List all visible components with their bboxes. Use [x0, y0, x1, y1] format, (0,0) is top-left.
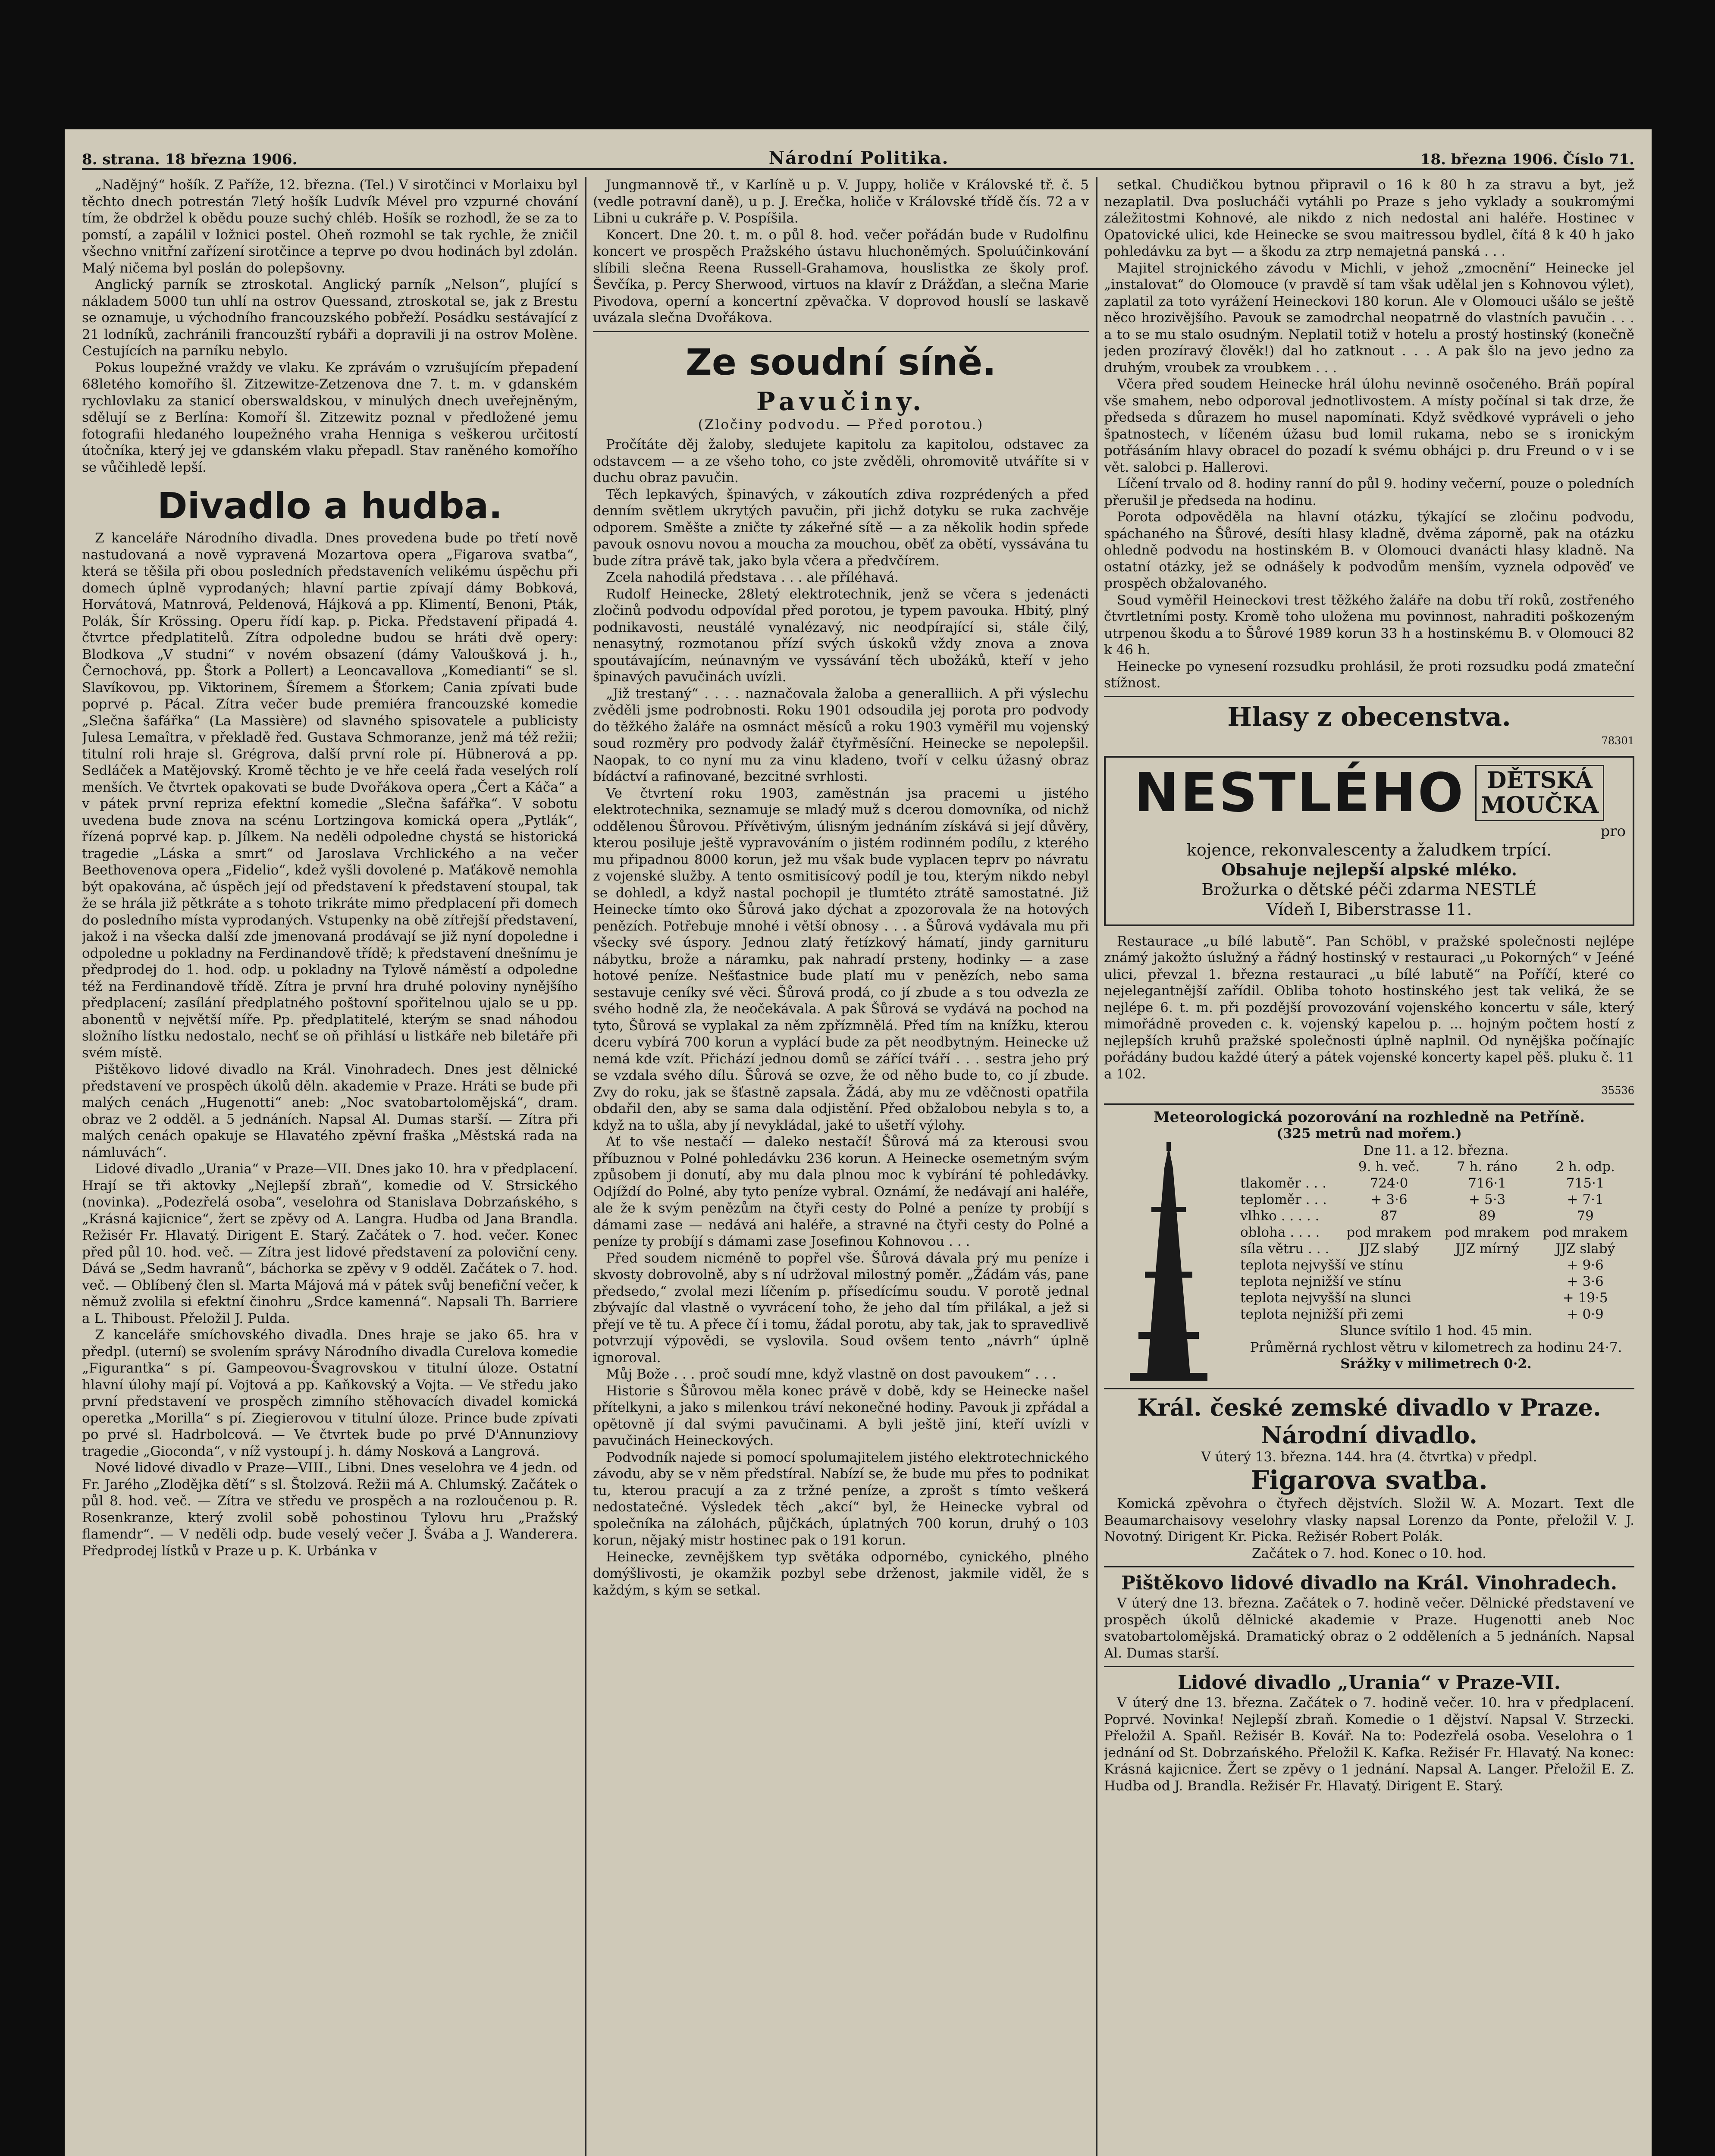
header-right: 18. března 1906. Číslo 71.	[1420, 151, 1634, 168]
column-3	[1104, 177, 1634, 2156]
meteo-note: Srážky v milimetrech 0·2.	[1340, 1356, 1532, 1372]
news-item: Anglický parník se ztroskotal. Anglický parník „Nelson“, plující s nákladem 5000 tun uhlí na ostrov Quessand, ztroskotal se, jak z Brestu se oznamuje, u východního francouzského pobřeží. Posádku sestávající z 21 lodníků, zachránili francouzští rybáři a dopravili ji na ostrov Molène. Cestujících na parníku nebylo.	[82, 277, 578, 359]
article-paragraph: Zcela nahodilá představa . . . ale příléhavá.	[606, 570, 899, 585]
article-paragraph: Podvodník najede si pomocí spolumajitelem jistého elektrotechnického závodu, aby se v něm předstíral. Nabízí se, že bude mu přes to podnikat tu, kterou pracují a za z tržné peníze, a zprošt s tímto veškerá nedostatečné. Výsledek těch „akcí“ byl, že Heinecke vybral od společníka na zálohách, půjčkách, úplatných 700 korun, druhý o 103 korun, nějaký mistr hostinec pak o 191 korun.	[593, 1449, 1089, 1548]
play-title: Figarova svatba.	[1251, 1465, 1488, 1495]
article-paragraph: Majitel strojnického závodu v Michli, v jehož „zmocnění“ Heinecke jel „instalovat“ do Olomouce (v pravdě sí tam však udělal jen s Kohnovou výlet), zaplatil za toto vyrážení Heineckovi 180 korun. Ale v Olomouci ušálo se ještě něco hrozivějšího. Pavouk se zamodrchal neopatrně do vlastních pavučin . . . a to se mu stalo osudným. Neplatil totiž v hotelu a prostý hostinský (konečně jeden prozíravý člověk!) dal ho zatknout . . . A pak šlo na jevo jedno za druhým, vroubek za vroubkem . . .	[1104, 260, 1634, 376]
table-row	[1238, 1224, 1634, 1241]
row-label: obloha . . . .	[1240, 1225, 1320, 1240]
row-label: vlhko . . . . .	[1240, 1208, 1320, 1224]
theatre-desc: Komická zpěvohra o čtyřech dějstvích. Složil W. A. Mozart. Text dle Beaumarchaisovy veselohry vlasky napsal Lorenzo da Ponte, přeložil V. J. Novotný. Dirigent Kr. Picka. Režisér Robert Polák.	[1104, 1496, 1634, 1545]
section-heading: Ze soudní síně.	[685, 341, 997, 383]
ad-pro: pro	[1600, 823, 1626, 840]
cell: + 7·1	[1567, 1192, 1604, 1207]
article-paragraph: Ve čtvrtení roku 1903, zaměstnán jsa pracemi u jistého elektrotechnika, seznamuje se mladý muž s dcerou domovníka, od nichž oddělenou Šůrovou. Přívětivým, úlisným jednáním získává si její důvěry, kterou posiluje ještě vypravováním o jistém rodinném podílu, z kterého mu připadnou 8000 korun, jež mu však bude vyplacen teprv po návratu z vojenské služby. A tento osmitisícový podíl je tou, kterým nikdo nebyl se dohledl, a když nastal pochopil je tlumtéto ztrátě samostatné. Již Heinecke tímto oko Šůrová jako dýchat a zpozorovala že na hotových penězích. Potřebuje mnohé i větší obnosy . . . a Šůrová vydávala mu při všecky své úspory. Jednou zlatý řetízkový hámatí, jindy garnituru nábytku, brože a náramku, pak nahradí prsteny, hodinky — a zase hotové peníze. Nešťastnice bude platí mu v penězích, nebo sama sestavuje ceníky své věci. Šůrová prodá, co jí zbude a s tou odvezla ze svého hodně zla, že neočekávala. A pak Šůrová se vydává na pochod na tyto, Šůrová se vyplakal za něm zpřízmnělá. Před tím na knížku, kterou dceru vybírá 700 korun a vyplácí bude za pět neodbytným. Heinecke už nemá kde vzít. Přichází jednou domů se zářící tváří . . . sestra jeho prý se vzdala svého dílu. Šůrová se ozve, že od něho bude to, co jí zbude. Zvy do roku, jak se šťastně zapsala. Žádá, aby mu ze vděčnosti opatřila obdařil den, aby se sama dala odjistění. Před obžalobou nebyla s to, a když na to ušla, aby jí nevykládal, jaké to ušetří výlohy.	[593, 785, 1089, 1133]
theatre-desc: V úterý dne 13. března. Začátek o 7. hodině večer. 10. hra v předplacení. Poprvé. Novinka! Nejlepší zbraň. Komedie o 1 dějství. Napsal V. Strzecki. Přeložil A. Spaňl. Režisér B. Kovář. Na to: Podezřelá osoba. Veselohra o 1 jednání od St. Dobrzańského. Přeložil K. Kafka. Režisér Fr. Hlavatý. Na konec: Krásná kajicnice. Žert se zpěvy o 1 jednání. Napsal A. Langer. Přeložil E. Z. Hudba od J. Brandla. Režisér Fr. Hlavatý. Dirigent E. Starý.	[1104, 1695, 1634, 1794]
meteo-note: Slunce svítilo 1 hod. 45 min.	[1339, 1323, 1533, 1338]
article-paragraph: Pročítáte děj žaloby, sledujete kapitolu za kapitolou, odstavec za odstavcem — a ze všeho toho, co jste zvěděli, ohromovitě utváříte si v duchu obraz pavučin.	[593, 437, 1089, 486]
cell: 89	[1478, 1208, 1496, 1224]
row-label: teploměr . . .	[1240, 1192, 1327, 1207]
divider	[593, 331, 1089, 332]
article-paragraph: Včera před soudem Heinecke hrál úlohu nevinně osočeného. Bráň popíral vše smahem, nebo odporoval jednotlivostem. A místy počínal si tak drze, že předseda s důrazem ho musel napomínati. Když svědkové vypráveli o jeho špatnostech, v líčeném úžasu bud lomil rukama, nebo se s ironickým potřásáním hlavy obracel do pozadí k svému obhájci p. dru Freund o v i se vět. salobci p. Hallerovi.	[1104, 376, 1634, 475]
row-label: teplota nejnižší při zemi	[1240, 1307, 1404, 1322]
cell: + 9·6	[1567, 1257, 1604, 1273]
theatre-item: Nové lidové divadlo v Praze—VIII., Libni. Dnes veselohra ve 4 jedn. od Fr. Jarého „Zlodějka dětí“ s sl. Štolzová. Režii má A. Chlumský. Začátek o půl 8. hod. več. — Zítra ve středu ve prospěch a na rozloučenou p. R. Rosenkranze, který zvolil sobě pohostinou Tylovu hru „Pražský flamendr“. — V neděli odp. bude veselý večer J. Švába a J. Wanderera. Předprodej lístků v Praze u p. K. Urbánka v	[82, 1460, 578, 1559]
cell: pod mrakem	[1543, 1225, 1628, 1240]
ad-line: Obsahuje nejlepší alpské mléko.	[1221, 859, 1517, 879]
divider	[1104, 1666, 1634, 1667]
article-paragraph: setkal. Chudičkou bytnou připravil o 16 k 80 h za stravu a byt, jež nezaplatil. Dva poslucháči vytáhli po Praze s jeho vyklady a soukromými záležitostmi Kohnové, ale nikdo z nich nedostal ani haléře. Hostinec v Opatovické ulici, kde Heinecke se svou maitressou bydlel, čítá 8 k 40 h jako pohledávku za byt — a škodu za ztrp nemajetná panská . . .	[1104, 177, 1634, 259]
divider	[1104, 1103, 1634, 1105]
cell: 724·0	[1370, 1175, 1408, 1191]
meteo-subtitle: (325 metrů nad mořem.)	[1276, 1126, 1462, 1141]
row-label: síla větru . . .	[1240, 1241, 1329, 1257]
divider	[1104, 1388, 1634, 1389]
divider	[1104, 1566, 1634, 1567]
row-label: teplota nejvyšší na slunci	[1240, 1290, 1411, 1306]
article-paragraph: Rudolf Heinecke, 28letý elektrotechnik, jenž se včera s jedenácti zločinů podvodu odpovídal před porotou, je typem pavouka. Hbitý, plný podnikavosti, neustálé vynalézavý, nic neodpírající si, stále čilý, nenasytný, rozmotanou přízí svých úskoků vždy znova a znova spoutávajícím, neúnavným ve vyssávání těch ubožáků, kteří v jeho špinavých pavučinách uvízli.	[593, 586, 1089, 685]
column-header: 7 h. ráno	[1456, 1159, 1518, 1175]
cell: JJZ mírný	[1455, 1241, 1519, 1257]
row-label: teplota nejvyšší ve stínu	[1240, 1257, 1404, 1273]
product-line: MOUČKA	[1481, 792, 1599, 818]
product-box	[1475, 765, 1604, 821]
product-line: DĚTSKÁ	[1487, 767, 1593, 793]
cell: JJZ slabý	[1555, 1241, 1615, 1257]
cell: + 3·6	[1370, 1192, 1408, 1207]
table-row	[1238, 1208, 1634, 1224]
article-paragraph: Před soudem nicméně to popřel vše. Šůrová dávala prý mu peníze i skvosty dobrovolně, aby s ní udržoval milostný poměr. „Žádám vás, pane předsedo,“ zvolal mezi líčením p. přísedícímu soudu. V porotě jednal zbývajíc dal vlastně o vyvrácení toho, že jeho dal tím přilákal, a jež si přejí ve tě tu. A přece čí i tomu, žádal porotu, aby tak, jak to spravedlivě potvrzují výpovědi, se vyslovila. Soud ovšem tento „návrh“ úplně ignoroval.	[593, 1250, 1089, 1366]
cell: 715·1	[1566, 1175, 1605, 1191]
theatre-subtitle: Národní divadlo.	[1261, 1421, 1477, 1449]
row-label: teplota nejnižší ve stínu	[1240, 1274, 1401, 1289]
cell: 716·1	[1468, 1175, 1506, 1191]
theatre-times: Začátek o 7. hod. Konec o 10. hod.	[1252, 1545, 1486, 1561]
advert-restaurant: Restaurace „u bílé labutě“. Pan Schöbl, v pražské společnosti nejlépe známý jakožto úslužný a řádný hostinský v restauraci „u Pokorných“ v Jeéné ulici, převzal 1. března restauraci „u bílé labutě“ na Poříčí, které co nejelegantnější zařídil. Obliba tohoto hostinského jest tak veliká, že se nejlépe 6. t. m. při pozdější provozování vojenského koncertu v sále, který mimořádně proveden c. k. vojenský kapelou p. ... hojným počtem hostí z nejlepších kruhů pražské společnosti úplně naplnil. Od nynějška počínajíc pořádány budou každé úterý a pátek vojenské koncerty kapel pěš. pluku č. 11 a 102.	[1104, 933, 1634, 1082]
header-left: 8. strana. 18 března 1906.	[82, 151, 298, 168]
meteo-note: Průměrná rychlost větru v kilometrech za hodinu 24·7.	[1250, 1339, 1622, 1355]
running-header	[82, 142, 1634, 170]
theatre-item: Pištěkovo lidové divadlo na Král. Vinohradech. Dnes jest dělnické představení ve prospěch úkolů děln. akademie v Praze. Hráti se bude při malých cenách „Hugenotti“ aneb: „Noc svatobartolomějská“, dram. obraz ve 2 odděl. a 5 jednáních. Napsal Al. Dumas starší. — Zítra při malých cenách opakuje se Hlavatého zpěvní fraška „Městská rada na námluvách“.	[82, 1062, 578, 1160]
section-heading: Divadlo a hudba.	[157, 485, 503, 527]
ad-line: Brožurka o dětské péči zdarma NESTLÉ	[1201, 880, 1537, 899]
news-item: „Nadějný“ hošík. Z Paříže, 12. března. (Tel.) V sirotčinci v Morlaixu byl těchto dnech potrestán 7letý hošík Ludvík Mével pro vzpurné chování tím, že obdržel k obědu pouze suchý chléb. Hošík se rozhodl, že se za to pomstí, a zapálil v ložnici postel. Oheň rozmohl se tak rychle, že zničil všechno vnitřní zařízení sirotčince a teprve po dvou hodinách byl zdolán. Malý ničema byl poslán do polepšovny.	[82, 177, 578, 276]
ads-heading: Hlasy z obecenstva.	[1227, 702, 1511, 732]
table-row	[1238, 1175, 1634, 1191]
meteo-table-wrap	[1238, 1142, 1634, 1384]
article-paragraph: Těch lepkavých, špinavých, v zákoutích zdiva rozprédených a před denním světlem ukrytých pavučin, při jichž dotyku se ruka zachvěje odporem. Směšte a zničte ty zákeřné sítě — a za několik hodin spřede pavouk osnovu novou a moucha za mouchou, oběť za obětí, vyssávána tu bude zítra právě tak, jako byla včera a předvčírem.	[593, 486, 1089, 569]
theatre-item: Z kanceláře Národního divadla. Dnes provedena bude po třetí nově nastudovaná a nově vypravená Mozartova opera „Figarova svatba“, která se těšila při obou posledních představeních velikému úspěchu při domech úplně vyprodaných; hlavní partie zpívají dámy Bobková, Horvátová, Matnrová, Peldenová, Hájková a pp. Klimentí, Benoni, Pták, Polák, Šír Krössing. Operu řídí kap. p. Picka. Představení připadá 4. čtvrtce předplatitelů. Zítra odpoledne budou se hráti dvě opery: Blodkova „V studni“ v novém obsazení (dámy Valoušková j. h., Černochová, pp. Štork a Pollert) a Leoncavallova „Komedianti“ se sl. Slavíkovou, pp. Viktorinem, Šíremem a Šťorkem; Cania zpívati bude poprvé p. Pácal. Zítra večer bude premiéra francouzské komedie „Slečna šafářka“ (La Massière) od slavného spisovatele a publicisty Julesa Lemaîtra, v překladě řed. Gustava Schmoranze, jenž má též režii; titulní roli hraje sl. Grégrova, další první role pí. Hübnerová a pp. Sedláček a Matějovský. Kromě těchto je ve hře ceelá řada veselých rolí menších. Ve čtvrtek opakovati se bude Dvořákova opera „Čert a Káča“ a v pátek první repriza efektní komedie „Slečna šafářka“. V sobotu uvedena bude znova na scénu Lortzingova komická opera „Pytlák“, řízená poprvé kap. p. Jílkem. Na neděli odpoledne chystá se historická tragedie „Láska a smrt“ od Jaroslava Vrchlického a na večer Beethovenova opera „Fidelio“, kdež vyšli dovolené p. Maťákově nemohla být opakována, ač úspěch její od představení k představení stoupal, tak že se hrála již pětkráte a s tohoto trikráte mimo předplacení při domech do posledního místa vyprodaných. Vstupenky na obě zítřejší představení, jakož i na všecka další zde jmenovaná prodávají se již nyní dopoledne i odpoledne u pokladny na Ferdinandově třídě; k představení dnešnímu je předprodej do 1. hod. odp. u pokladny na Tylově náměstí a odpoledne též na Ferdinandově třídě. Zítra je první hra druhé poloviny nynějšího předplacení; zasílání předplatného poštovní spořitelnou ujalo se u pp. abonentů v největší míře. Pp. předplatitelé, kterým se snad náhodou složního lístku nedostalo, nechť se oň přihlásí u listkáře neb biletáře při svém místě.	[82, 530, 578, 1061]
column-rule	[1096, 177, 1097, 2156]
article-paragraph: Heinecke po vynesení rozsudku prohlásil, že proti rozsudku podá zmateční stížnost.	[1104, 658, 1634, 691]
petrin-tower-illustration	[1104, 1142, 1233, 1384]
tower-icon	[1104, 1142, 1233, 1384]
theatre-title: Pištěkovo lidové divadlo na Král. Vinohradech.	[1121, 1572, 1618, 1594]
cell: 79	[1577, 1208, 1594, 1224]
meteo-title: Meteorologická pozorování na rozhledně na Petříně.	[1154, 1108, 1585, 1126]
divider	[1104, 696, 1634, 697]
news-item: Pokus loupežné vraždy ve vlaku. Ke zprávám o vzrušujícím přepadení 68letého komořího šl. Zitzewitze-Zetzenova dne 7. t. m. v gdanském rychlovlaku za stanicí oberswaldskou, v minulých dnech uveřejněným, sdělují se z Berlína: Komoří šl. Zitzewitz poznal v předložené jemu fotografii hledaného loupežného vraha Henniga s veškerou určitostí útočníka, který jej ve gdanském vlaku přepadl. Stav raněného komořího se vůčihledě lepší.	[82, 360, 578, 475]
column-header: 9. h. več.	[1358, 1159, 1420, 1175]
article-paragraph: Soud vyměřil Heineckovi trest těžkého žaláře na dobu tří roků, zostřeného čtvrtletními posty. Kromě toho uložena mu povinnost, nahraditi poškozeným utrpenou škodu a to Šůrové 1989 korun 33 h a hostinskému B. v Olomouci 82 k 46 h.	[1104, 592, 1634, 658]
cell: + 0·9	[1567, 1307, 1604, 1322]
column-1	[82, 177, 578, 2156]
cell: pod mrakem	[1346, 1225, 1432, 1240]
cell: JJZ slabý	[1359, 1241, 1419, 1257]
article-paragraph: „Již trestaný“ . . . . naznačovala žaloba a generalliich. A při výslechu zvěděli jsme podrobnosti. Roku 1901 odsoudila jej porota pro podvody do těžkého žaláře na osmnáct měsíců a roku 1903 vyměřil mu vojenský soud rozměry pro podvody žalář čtyřměsíční. Heinecke se nepolepšil. Naopak, to co nyní mu za vinu kladeno, tvoří v celku úžasný obraz bídáctví a rafinované, bezcitné svrhlosti.	[593, 686, 1089, 784]
cell: 87	[1380, 1208, 1398, 1224]
theatre-title: Lidové divadlo „Urania“ v Praze-VII.	[1178, 1672, 1561, 1694]
ad-code: 78301	[1601, 734, 1634, 747]
column-rule	[585, 177, 586, 2156]
news-item: Jungmannově tř., v Karlíně u p. V. Juppy, holiče v Královské tř. č. 5 (vedle potravní daně), u p. J. Erečka, holiče v Královské třídě čís. 72 a v Libni u cukráře p. V. Pospíšila.	[593, 177, 1089, 226]
article-paragraph: Ať to vše nestačí — daleko nestačí! Šůrová má za kterousi svou příbuznou v Polné pohledávku 236 korun. A Heinecke osemetným svým způsobem ji donutí, aby mu dala plnou moc k vybírání té pohledávky. Odjíždí do Polné, aby tyto peníze vybral. Oznámí, že nedávají ani haléře, ale že k svým penězům na čtyři cesty do Polné a peníze ty probíjí s dámami zase — nedává ani haléře, a stravné na čtyři cesty do Polné a peníze ty probíjí s dámami zase Josefinou Kohnovou . . .	[593, 1134, 1089, 1249]
meteo-table	[1238, 1159, 1634, 1322]
cell: + 3·6	[1567, 1274, 1604, 1289]
masthead: Národní Politika.	[768, 148, 949, 168]
article-paragraph: Porota odpověděla na hlavní otázku, týkající se zločinu podvodu, spáchaného na Šůrové, desíti hlasy kladně, dvěma záporně, pak na otázku ohledně podvodu na hostinském B. v Olomouci dvanácti hlasy kladně. Na ostatní otázky, jež se odnášely k podvodům menším, vyznela odpověď ve prospěch obžalovaného.	[1104, 509, 1634, 591]
table-row	[1238, 1306, 1634, 1322]
theatre-desc: V úterý dne 13. března. Začátek o 7. hodině večer. Dělnické představení ve prospěch úkolů dělnické akademie v Praze. Hugenotti aneb Noc svatobartolomějská. Dramatický obraz o 2 odděleních a 5 jednáních. Napsal Al. Dumas starší.	[1104, 1595, 1634, 1661]
theatre-date: V úterý 13. března. 144. hra (4. čtvrtka) v předpl.	[1201, 1449, 1537, 1465]
ad-line: Vídeň I, Biberstrasse 11.	[1266, 899, 1472, 919]
theatre-item: Z kanceláře smíchovského divadla. Dnes hraje se jako 65. hra v předpl. (uterní) se svolením správy Národního divadla Curelova komedie „Figurantka“ s pí. Gampeovou-Švagrovskou v titulní úloze. Ostatní hlavní úlohy mají pí. Vojtová a pp. Kaňkovský a Vojta. — Ve středu jako první představení ve prospěch zimního stěhovacích divadel komická operetka „Morilla“ s pí. Ziegierovou v titulní úloze. Prince bude zpívati po prvé sl. Hadrbolcová. — Ve čtvrtek bude po prvé D'Annunziovy tragedie „Gioconda“, v níž vystoupí j. h. dámy Nosková a Langrová.	[82, 1327, 578, 1459]
column-2	[593, 177, 1089, 2156]
article-paragraph: Heinecke, zevnějškem typ světáka odpornébo, cynického, plného domýšlivosti, je okamžik pozbyl sebe drženost, jakmile viděl, že s každým, s kým se setkal.	[593, 1549, 1089, 1598]
ad-code: 35536	[1601, 1084, 1634, 1097]
cell: pod mrakem	[1444, 1225, 1530, 1240]
news-item: Koncert. Dne 20. t. m. o půl 8. hod. večer pořádán bude v Rudolfinu koncert ve prospěch Pražského ústavu hluchoněmých. Spoluúčinkování slíbili slečna Reena Russell-Grahamova, houslistka ze školy prof. Ševčíka, p. Percy Sherwood, virtuos na klavír z Drážďan, a slečna Marie Pivodova, operní a koncertní zpěvačka. V doprovod houslí se laskavě uvázala slečna Dvořákova.	[593, 227, 1089, 326]
ad-line: kojence, rekonvalescenty a žaludkem trpící.	[1186, 840, 1552, 859]
cell: + 5·3	[1469, 1192, 1506, 1207]
article-paragraph: Líčení trvalo od 8. hodiny ranní do půl 9. hodiny večerní, pouze o poledních přerušil je předseda na hodinu.	[1104, 476, 1634, 508]
nestle-brand: NESTLÉHO	[1134, 762, 1465, 824]
theatre-item: Lidové divadlo „Urania“ v Praze—VII. Dnes jako 10. hra v předplacení. Hrají se tři aktovky „Nejlepší zbraň“, komedie od V. Strsického (novinka). „Podezřelá osoba“, veselohra od Stanislava Dobrzańského, s „Krásná kajicnice“, žert se zpěvy od A. Langra. Hudba od Jana Brandla. Režisér Fr. Hlavatý. Dirigent E. Starý. Začátek o 7. hod. večer. Konec před půl 10. hod. več. — Zítra jest lidové představení za poloviční ceny. Dává se „Sedm havranů“, báchorka se zpěvy v 9 odděl. Začátek o 7. hod. več. — Oblíbený člen sl. Marta Májová má v pátek svůj benefiční večer, k němuž zvolila si efektní činohru „Srdce kamenná“. Napsali Th. Barriere a L. Thiboust. Přeložil J. Pulda.	[82, 1161, 578, 1326]
column-header: 2 h. odp.	[1555, 1159, 1615, 1175]
table-header-row	[1238, 1159, 1634, 1175]
newspaper-page	[65, 129, 1652, 2156]
article-paragraph: Historie s Šůrovou měla konec právě v době, kdy se Heinecke našel přítelkyni, a jako s milenkou tráví nekonečné hodiny. Pavouk ji zpřádal a opětovně jí dal svými pavučinami. A byli ještě jiní, kteří uvízli v pavučinách Heineckových.	[593, 1383, 1089, 1448]
nestle-advert	[1104, 756, 1634, 926]
article-paragraph: Můj Bože . . . proč soudí mne, když vlastně on dost pavoukem“ . . .	[606, 1366, 1057, 1382]
table-row	[1238, 1191, 1634, 1208]
article-subline: (Zločiny podvodu. — Před porotou.)	[698, 417, 984, 432]
table-row	[1238, 1241, 1634, 1257]
row-label: tlakoměr . . .	[1240, 1175, 1326, 1191]
meteo-date: Dne 11. a 12. března.	[1363, 1142, 1509, 1158]
cell: + 19·5	[1562, 1290, 1608, 1306]
table-row	[1238, 1257, 1634, 1273]
theatre-title: Král. české zemské divadlo v Praze.	[1137, 1393, 1601, 1421]
table-row	[1238, 1290, 1634, 1306]
table-row	[1238, 1273, 1634, 1290]
article-title: Pavučiny.	[756, 386, 926, 416]
